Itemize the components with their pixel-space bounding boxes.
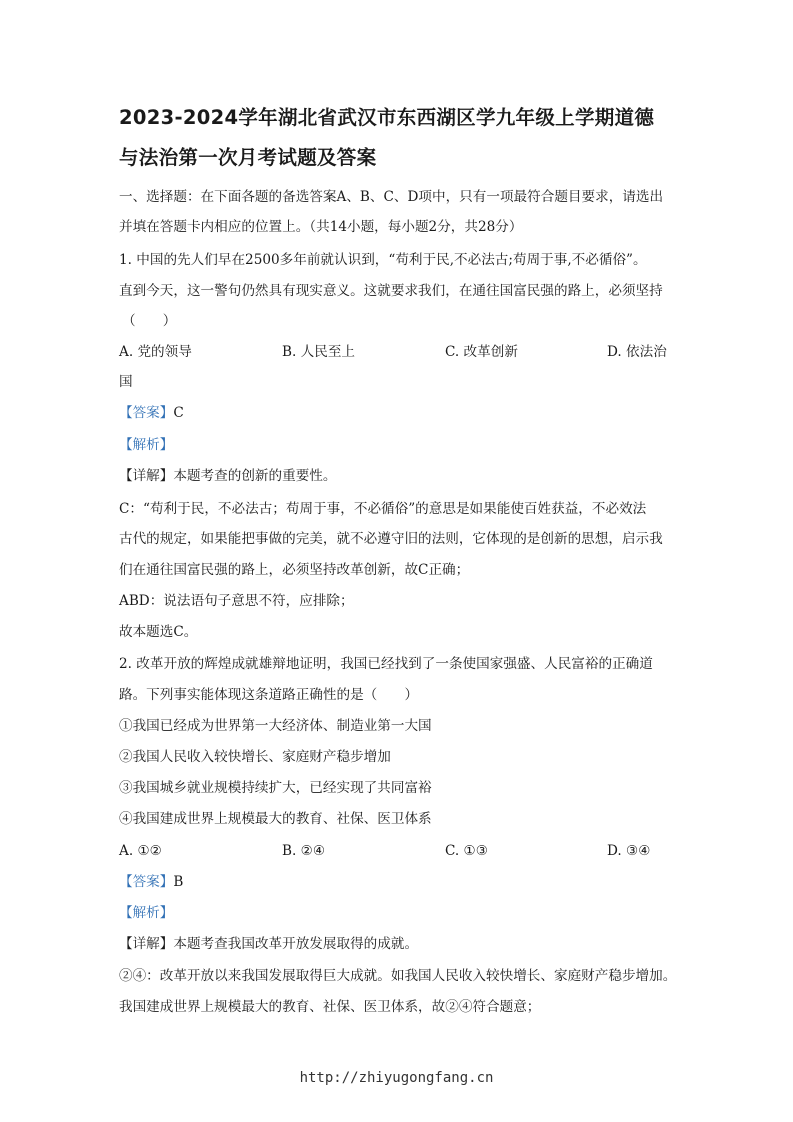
q2-detail-text: 本题考查我国改革开放发展取得的成就。 — [173, 936, 419, 952]
document-title-line-1: 2023-2024学年湖北省武汉市东西湖区学九年级上学期道德 — [119, 106, 655, 129]
q2-option-a: A. ①② — [119, 843, 162, 859]
q1-explain-line-2: 古代的规定，如果能把事做的完美，就不必遵守旧的法则，它体现的是创新的思想，启示我 — [119, 531, 663, 547]
q2-option-c: C. ①③ — [445, 843, 488, 859]
footer-url[interactable]: http://zhiyugongfang.cn — [299, 1070, 494, 1086]
q2-item-1: ①我国已经成为世界第一大经济体、制造业第一大国 — [119, 718, 432, 734]
document-title-line-2: 与法治第一次月考试题及答案 — [119, 146, 377, 169]
q1-answer — [119, 404, 184, 422]
q2-item-2: ②我国人民收入较快增长、家庭财产稳步增加 — [119, 749, 391, 765]
q2-explain-line-1: ②④：改革开放以来我国发展取得巨大成就。如我国人民收入较快增长、家庭财产稳步增加。 — [119, 968, 677, 984]
q1-option-c: C. 改革创新 — [445, 344, 518, 360]
q2-answer-value: B — [173, 874, 184, 890]
q1-explain-line-1: C：“苟利于民，不必法古；苟周于事，不必循俗”的意思是如果能使百姓获益，不必效法 — [119, 501, 647, 517]
q1-option-d-wrap: 国 — [119, 374, 133, 390]
q1-blank: （ ） — [122, 313, 177, 329]
q1-stem-line-2: 直到今天，这一警句仍然具有现实意义。这就要求我们，在通往国富民强的路上，必须坚持 — [119, 283, 663, 299]
q2-analysis-tag: 【解析】 — [119, 905, 174, 921]
q1-stem-line-1: 1. 中国的先人们早在2500多年前就认识到，“苟利于民,不必法古;苟周于事,不必循俗”。 — [119, 252, 647, 268]
q2-answer — [119, 873, 183, 891]
answer-tag: 【答案】 — [119, 405, 174, 421]
q2-stem-line-1: 2. 改革开放的辉煌成就雄辩地证明，我国已经找到了一条使国家强盛、人民富裕的正确道 — [119, 656, 653, 672]
detail-tag: 【详解】 — [119, 936, 174, 952]
q1-explain-line-3: 们在通往国富民强的路上，必须坚持改革创新，故C正确； — [119, 562, 470, 578]
q2-item-4: ④我国建成世界上规模最大的教育、社保、医卫体系 — [119, 811, 432, 827]
q1-option-b: B. 人民至上 — [282, 344, 356, 360]
q1-explain-line-5: 故本题选C。 — [119, 624, 198, 640]
q1-detail — [119, 467, 337, 485]
detail-tag: 【详解】 — [119, 468, 174, 484]
q1-analysis-tag: 【解析】 — [119, 437, 174, 453]
q2-explain-line-2: 我国建成世界上规模最大的教育、社保、医卫体系，故②④符合题意； — [119, 999, 541, 1015]
q1-detail-text: 本题考查的创新的重要性。 — [173, 468, 337, 484]
answer-tag: 【答案】 — [119, 874, 174, 890]
section-instructions-line-2: 并填在答题卡内相应的位置上。（共14小题，每小题2分，共28分） — [119, 219, 523, 235]
q1-option-d: D. 依法治 — [607, 344, 667, 360]
section-instructions-line-1: 一、选择题：在下面各题的备选答案A、B、C、D项中，只有一项最符合题目要求，请选出 — [119, 189, 664, 205]
q2-item-3: ③我国城乡就业规模持续扩大，已经实现了共同富裕 — [119, 780, 432, 796]
q2-option-d: D. ③④ — [607, 843, 651, 859]
q2-option-b: B. ②④ — [282, 843, 326, 859]
q1-answer-value: C — [173, 405, 184, 421]
q1-option-a: A. 党的领导 — [119, 344, 192, 360]
q2-stem-line-2: 路。下列事实能体现这条道路正确性的是（ ） — [119, 687, 419, 703]
q1-explain-line-4: ABD：说法语句子意思不符，应排除； — [119, 593, 354, 609]
q2-detail — [119, 935, 418, 953]
